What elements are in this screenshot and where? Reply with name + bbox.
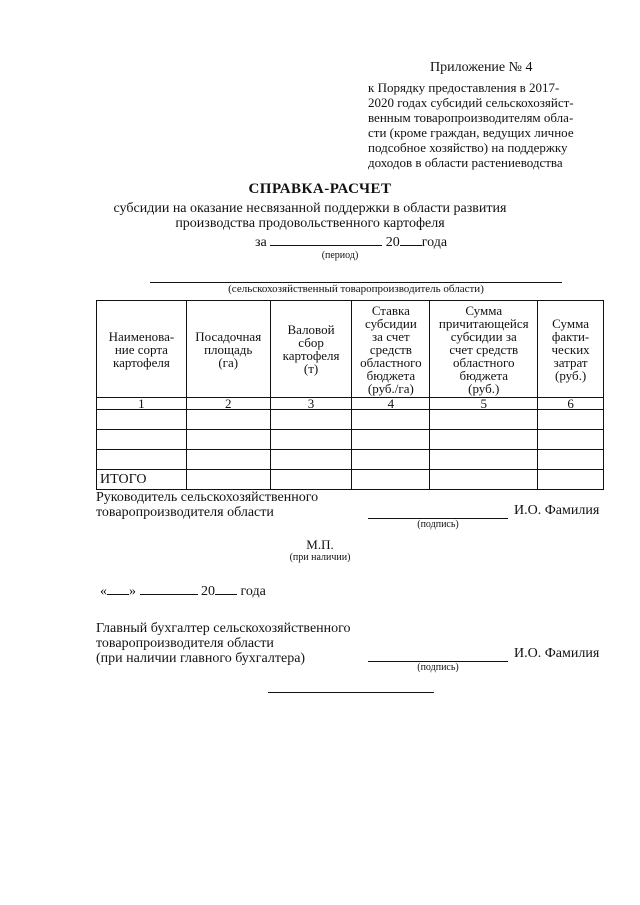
date-line xyxy=(100,582,266,600)
table-cell[interactable] xyxy=(97,430,187,450)
period-blank[interactable] xyxy=(270,233,382,246)
header-rate: Ставка субсидии за счет средств областного бюджета (руб./га) xyxy=(352,301,430,398)
column-number: 1 xyxy=(97,398,187,410)
header-variety: Наименова- ние сорта картофеля xyxy=(97,301,187,398)
appendix-text: к Порядку предоставления в 2017- 2020 годах субсидий сельскохозяйст- венным товаропроизводителям обла- сти (кроме граждан, ведущих личное подсобное хозяйство) на поддержку доходов в области растениеводства xyxy=(368,80,574,170)
column-number: 4 xyxy=(352,398,430,410)
column-number: 3 xyxy=(270,398,352,410)
table-cell[interactable] xyxy=(430,470,538,490)
date-month-blank[interactable] xyxy=(140,582,198,595)
table-cell[interactable] xyxy=(352,470,430,490)
period-year-blank[interactable] xyxy=(400,233,422,246)
footer-separator xyxy=(268,692,434,693)
table-cell[interactable] xyxy=(270,450,352,470)
head-signature-text: Руководитель сельскохозяйственного товаропроизводителя области xyxy=(96,490,319,520)
table-cell[interactable] xyxy=(352,410,430,430)
period-prefix: за xyxy=(255,235,267,250)
table-row xyxy=(97,410,604,430)
date-suffix: года xyxy=(240,584,266,599)
table-cell[interactable] xyxy=(538,450,604,470)
document-subtitle: субсидии на оказание несвязанной поддержки в области развития производства продовольственного картофеля xyxy=(113,201,507,231)
stamp-caption: (при наличии) xyxy=(289,552,351,563)
header-harvest: Валовой сбор картофеля (т) xyxy=(270,301,352,398)
date-quote-close: » xyxy=(129,584,136,599)
table-row xyxy=(97,450,604,470)
total-label: ИТОГО xyxy=(97,470,187,490)
table-cell[interactable] xyxy=(352,430,430,450)
table-number-row xyxy=(97,398,604,410)
stamp-label: М.П. xyxy=(306,537,334,552)
column-number: 6 xyxy=(538,398,604,410)
table-cell[interactable] xyxy=(430,450,538,470)
header-actual-costs: Сумма факти- ческих затрат (руб.) xyxy=(538,301,604,398)
accountant-signature-caption: (подпись) xyxy=(417,662,459,673)
document-title: СПРАВКА-РАСЧЕТ xyxy=(248,181,392,197)
table-cell[interactable] xyxy=(186,430,270,450)
column-number: 2 xyxy=(186,398,270,410)
header-subsidy-amount: Сумма причитающейся субсидии за счет средств областного бюджета (руб.) xyxy=(430,301,538,398)
producer-caption: (сельскохозяйственный товаропроизводитель области) xyxy=(228,283,484,295)
table-cell[interactable] xyxy=(538,410,604,430)
period-suffix: года xyxy=(421,235,448,250)
head-fio: И.О. Фамилия xyxy=(514,503,600,518)
date-year-blank[interactable] xyxy=(215,582,237,595)
table-cell[interactable] xyxy=(430,430,538,450)
accountant-fio: И.О. Фамилия xyxy=(514,646,600,661)
date-quote-open: « xyxy=(100,584,107,599)
date-year: 20 xyxy=(201,584,215,599)
table-cell[interactable] xyxy=(270,410,352,430)
table-cell[interactable] xyxy=(270,470,352,490)
appendix-title: Приложение № 4 xyxy=(430,60,533,75)
period-year: 20 xyxy=(385,235,400,250)
table-cell[interactable] xyxy=(352,450,430,470)
table-cell[interactable] xyxy=(186,450,270,470)
table-cell[interactable] xyxy=(538,430,604,450)
table-cell[interactable] xyxy=(430,410,538,430)
table-cell[interactable] xyxy=(97,410,187,430)
column-number: 5 xyxy=(430,398,538,410)
period-line xyxy=(255,233,447,251)
header-area: Посадочная площадь (га) xyxy=(186,301,270,398)
table-cell[interactable] xyxy=(270,430,352,450)
date-day-blank[interactable] xyxy=(107,582,129,595)
calculation-table xyxy=(96,300,604,490)
table-cell[interactable] xyxy=(186,470,270,490)
table-row xyxy=(97,430,604,450)
table-total-row xyxy=(97,470,604,490)
period-caption: (период) xyxy=(321,250,359,261)
table-cell[interactable] xyxy=(97,450,187,470)
table-cell[interactable] xyxy=(186,410,270,430)
head-signature-caption: (подпись) xyxy=(417,519,459,530)
table-cell[interactable] xyxy=(538,470,604,490)
table-header-row xyxy=(97,301,604,398)
accountant-signature-text: Главный бухгалтер сельскохозяйственного товаропроизводителя области (при наличии главного бухгалтера) xyxy=(96,621,351,666)
